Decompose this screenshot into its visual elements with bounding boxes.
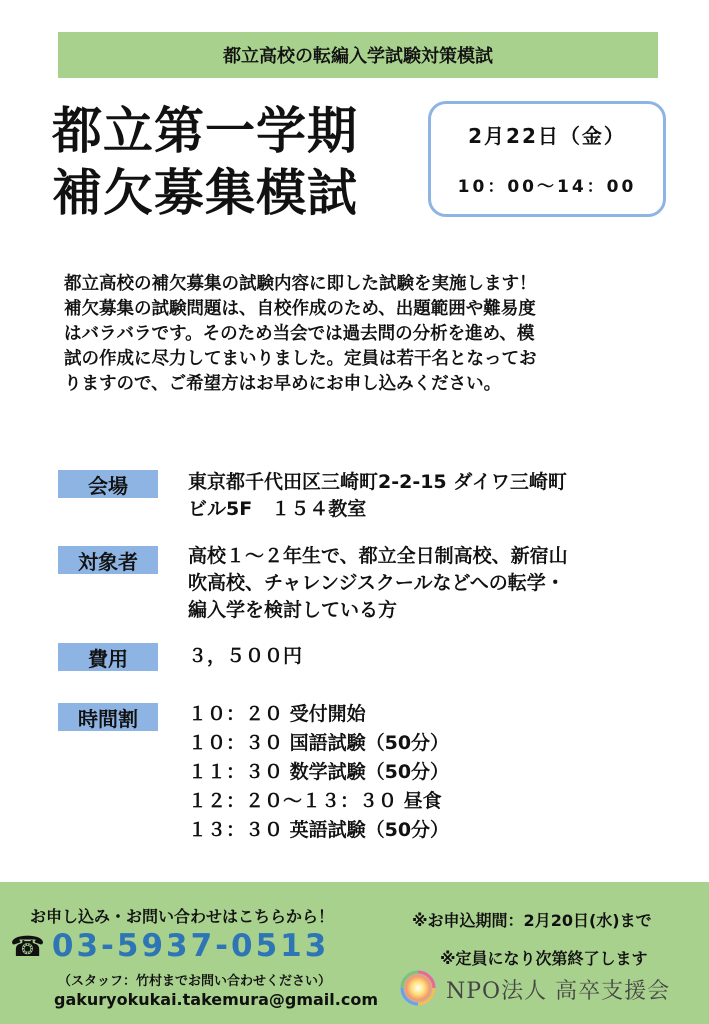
date-box [428, 101, 666, 217]
target-line: 編入学を検討している方 [188, 599, 398, 621]
venue-value [188, 469, 668, 523]
venue-label: 会場 [58, 470, 158, 498]
organization-name: NPO法人 高卒支援会 [446, 979, 671, 1004]
target-line: 高校１〜２年生で、都立全日制高校、新宿山 [188, 545, 568, 567]
target-line: 吹高校、チャレンジスクールなどへの転学・ [188, 572, 565, 594]
intro-line: はバラバラです。そのため当会では過去問の分析を進め、模 [64, 324, 535, 344]
schedule-line: １０：３０ 国語試験（50分） [188, 732, 450, 754]
fee-label: 費用 [58, 643, 158, 671]
contact-footer [0, 882, 709, 1024]
email-link[interactable]: gakuryokukai.takemura@gmail.com [54, 990, 378, 1009]
schedule-line: １２：２０〜１３：３０ 昼食 [188, 790, 442, 812]
schedule-line: １３：３０ 英語試験（50分） [188, 819, 450, 841]
event-time: 10：00〜14：00 [457, 177, 637, 197]
top-banner: 都立高校の転編入学試験対策模試 [58, 32, 658, 78]
staff-note: （スタッフ：竹村までお問い合わせください） [58, 974, 332, 989]
intro-line: 都立高校の補欠募集の試験内容に即した試験を実施します！ [64, 274, 537, 294]
intro-text [64, 272, 654, 397]
rainbow-circle-logo-icon [398, 968, 438, 1008]
apply-heading: お申し込み・お問い合わせはこちらから！ [30, 907, 335, 926]
intro-line: 試の作成に尽力してまいりました。定員は若干名となってお [64, 349, 537, 369]
target-value [188, 543, 668, 624]
fee-value: ３，５００円 [188, 645, 303, 667]
intro-line: りますので、ご希望方はお早めにお申し込みください。 [64, 374, 502, 394]
phone-digits: 03-5937-0513 [51, 928, 330, 964]
target-label: 対象者 [58, 546, 158, 574]
event-date: 2月22日（金） [468, 124, 626, 148]
schedule-label: 時間割 [58, 703, 158, 731]
phone-number[interactable] [10, 928, 329, 964]
title-line-1: 都立第一学期 [52, 102, 358, 160]
main-title [52, 100, 422, 224]
application-period: ※お申込期間：2月20日(水)まで [412, 911, 652, 930]
telephone-icon: ☎ [10, 930, 48, 963]
schedule-value [188, 700, 668, 845]
intro-line: 補欠募集の試験問題は、自校作成のため、出題範囲や難易度 [64, 299, 536, 319]
schedule-line: １１：３０ 数学試験（50分） [188, 761, 450, 783]
title-line-2: 補欠募集模試 [52, 164, 358, 222]
venue-line: 東京都千代田区三崎町2-2-15 ダイワ三崎町 [188, 471, 567, 493]
capacity-note: ※定員になり次第終了します [440, 949, 648, 968]
schedule-line: １０：２０ 受付開始 [188, 703, 366, 725]
venue-line: ビル5F １５４教室 [188, 498, 367, 520]
